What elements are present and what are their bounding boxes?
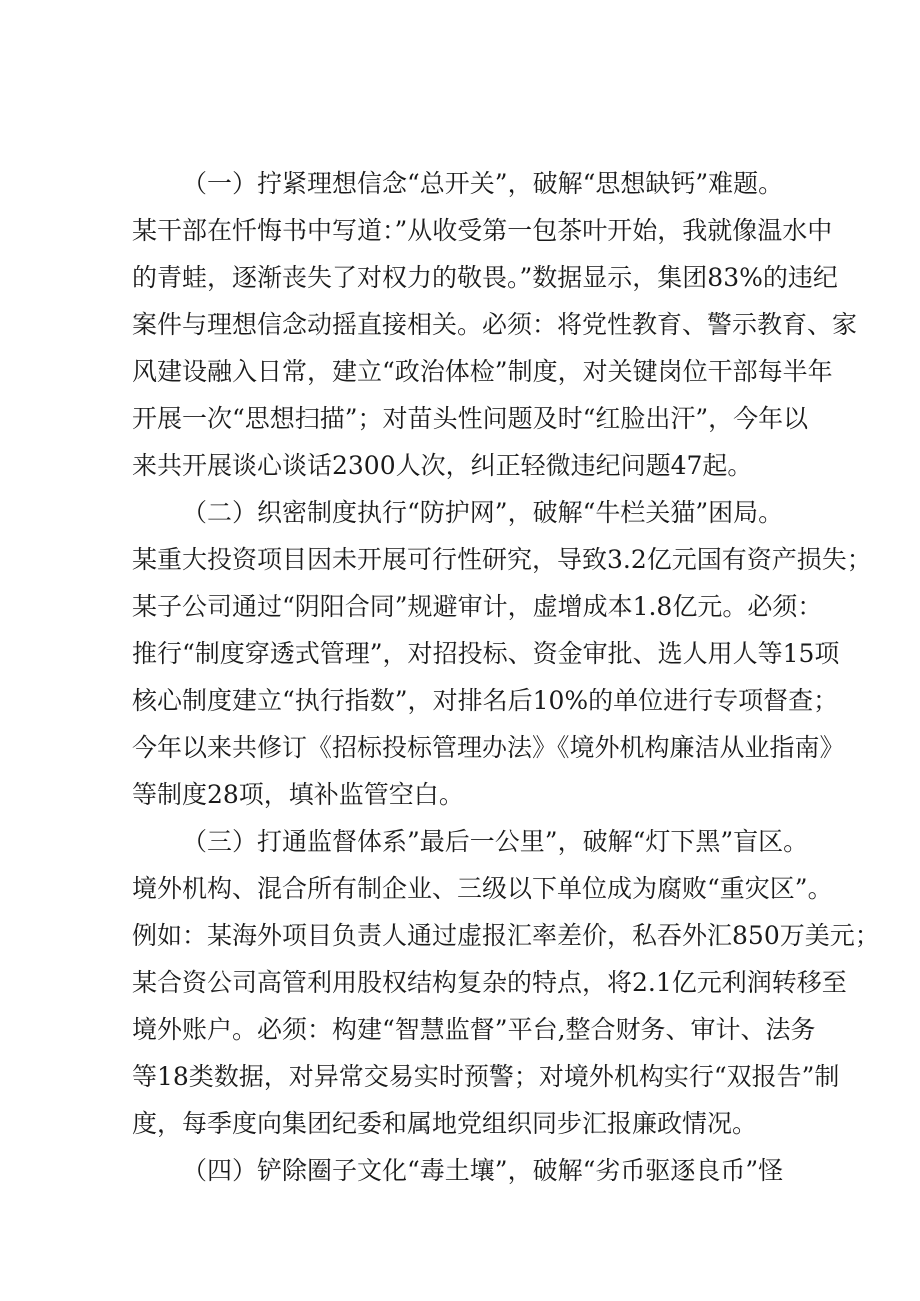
paragraph-line: 核心制度建立“执行指数”，对排名后10%的单位进行专项督查； <box>132 686 839 715</box>
paragraph-line: 某重大投资项目因未开展可行性研究，导致3.2亿元国有资产损失； <box>132 545 872 574</box>
paragraph-line: 某合资公司高管利用股权结构复杂的特点，将2.1亿元利润转移至 <box>132 968 847 997</box>
paragraph-line: 度，每季度向集团纪委和属地党组织同步汇报廉政情况。 <box>132 1109 758 1138</box>
paragraph-line: 的青蛙，逐渐丧失了对权力的敬畏。”数据显示，集团83%的违纪 <box>132 263 838 292</box>
paragraph-heading-2: （二）织密制度执行“防护网”，破解“牛栏关猫”困局。 <box>182 498 784 527</box>
paragraph-heading-1: （一）拧紧理想信念“总开关”，破解“思想缺钙”难题。 <box>182 169 784 198</box>
paragraph-line: 开展一次“思想扫描”；对苗头性问题及时“红脸出汗”，今年以 <box>132 404 809 433</box>
paragraph-heading-3: （三）打通监督体系”最后一公里”，破解“灯下黑”盲区。 <box>182 827 809 856</box>
paragraph-line: 某子公司通过“阴阳合同”规避审计，虚增成本1.8亿元。必须： <box>132 592 823 621</box>
paragraph-line: 境外机构、混合所有制企业、三级以下单位成为腐败“重灾区”。 <box>132 874 833 903</box>
paragraph-line: 境外账户。必须：构建“智慧监督”平台,整合财务、审计、法务 <box>132 1015 816 1044</box>
paragraph-line: 案件与理想信念动摇直接相关。必须：将党性教育、警示教育、家 <box>132 310 858 339</box>
paragraph-line: 来共开展谈心谈话2300人次，纠正轻微违纪问题47起。 <box>132 451 753 480</box>
paragraph-line: 风建设融入日常，建立“政治体检”制度，对关键岗位干部每半年 <box>132 357 833 386</box>
paragraph-line: 等制度28项，填补监管空白。 <box>132 780 464 809</box>
paragraph-line: 某干部在忏悔书中写道：”从收受第一包茶叶开始，我就像温水中 <box>132 216 833 245</box>
paragraph-heading-4: （四）铲除圈子文化“毒土壤”，破解“劣币驱逐良币”怪 <box>182 1156 784 1185</box>
paragraph-line: 例如：某海外项目负责人通过虚报汇率差价，私吞外汇850万美元； <box>132 921 880 950</box>
paragraph-line: 等18类数据，对异常交易实时预警；对境外机构实行“双报告”制 <box>132 1062 840 1091</box>
paragraph-line: 今年以来共修订《招标投标管理办法》《境外机构廉洁从业指南》 <box>132 733 845 762</box>
paragraph-line: 推行“制度穿透式管理”，对招投标、资金审批、选人用人等15项 <box>132 639 840 668</box>
